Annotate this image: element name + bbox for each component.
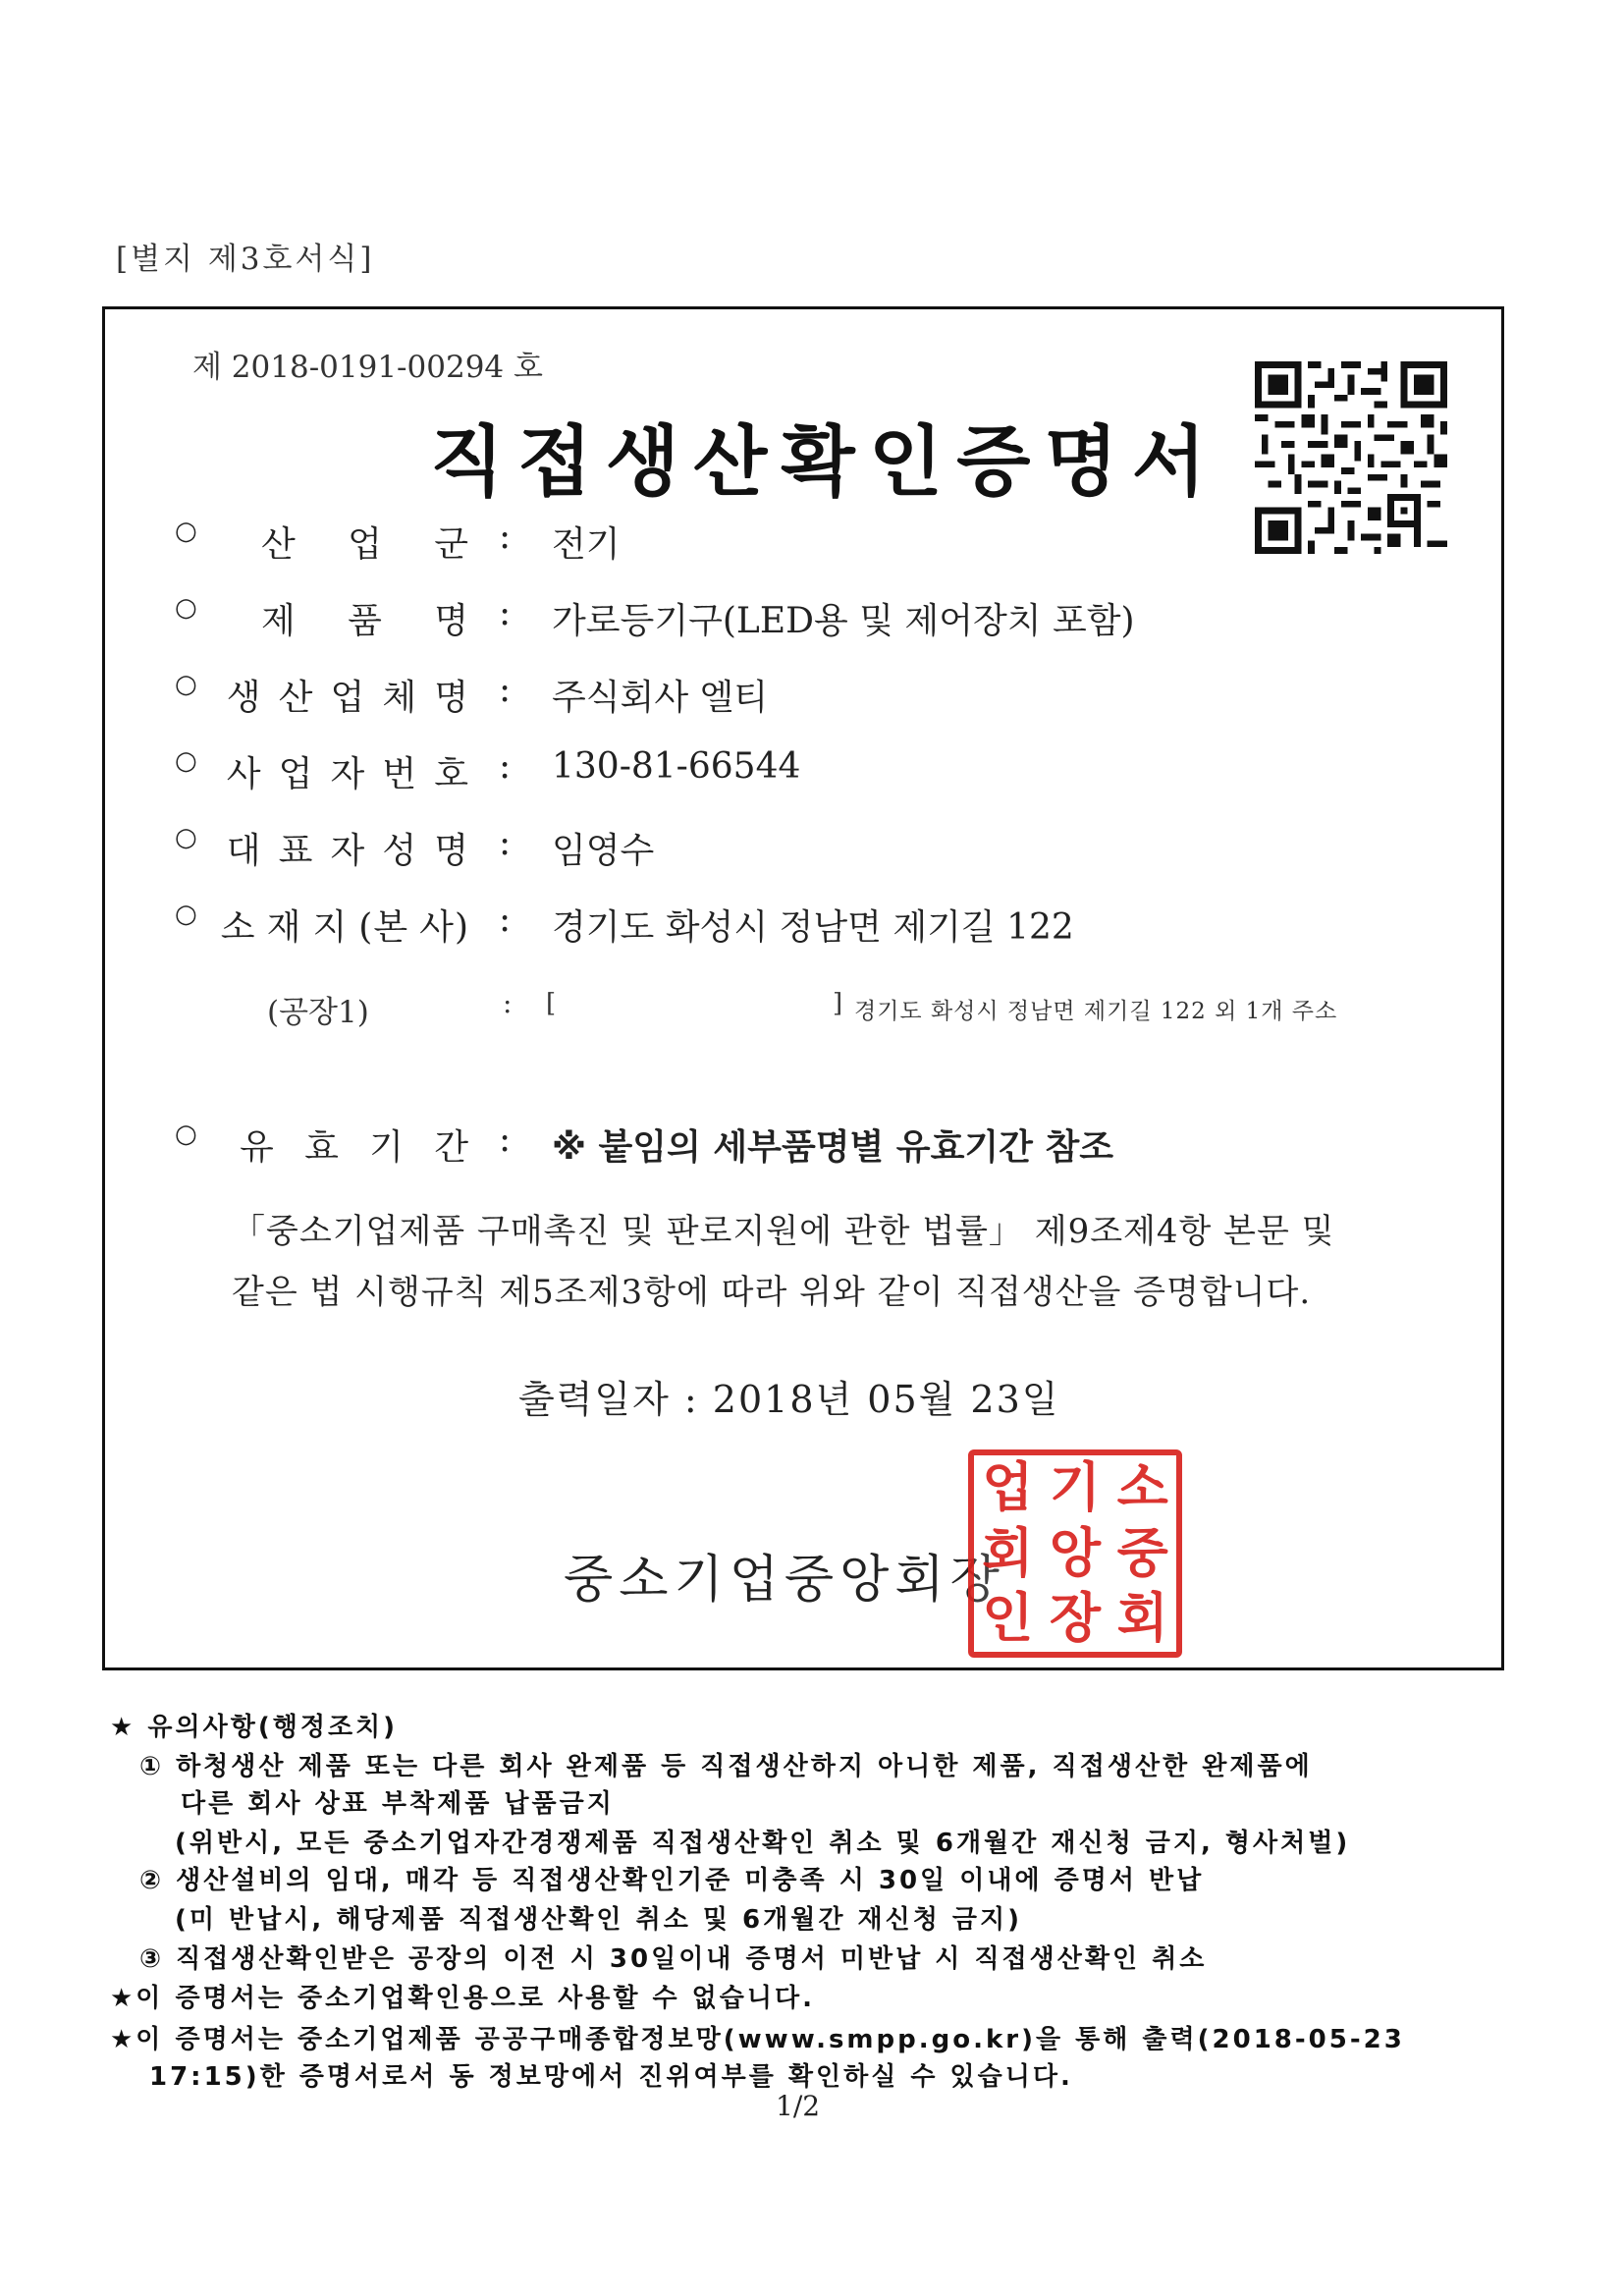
field-label-char: 업 [278,754,314,794]
field-label-char: 기 [369,1127,405,1168]
field-label-char: 명 [434,678,469,718]
field-value-representative: 임영수 [552,831,655,871]
field-label-char: 군 [434,524,469,565]
form-label: [별지 제3호서식] [116,242,375,277]
notes-item: ③ 직접생산확인받은 공장의 이전 시 30일이내 증명서 미반납 시 직접생산확인 취소 [139,1944,1208,1974]
qr-code-icon [1255,361,1447,554]
field-label-char: (본 [358,907,409,948]
bullet-circle-icon: ○ [175,823,198,852]
certificate-number: 제 2018-0191-00294 호 [192,350,543,385]
field-label-char: 효 [304,1127,340,1168]
field-colon: : [499,823,512,863]
field-label-char: 성 [382,831,418,871]
field-colon: : [499,517,512,557]
notes-item: 다른 회사 상표 부착제품 납품금지 [181,1789,615,1819]
issue-date: 출력일자 : 2018년 05월 23일 [518,1378,1060,1421]
notes-heading: ★ 유의사항(행정조치) [110,1713,399,1742]
field-label-char: 업 [348,524,383,565]
factory-colon: : [503,987,513,1019]
field-label-char: 유 [239,1127,275,1168]
field-label-char: 소 [220,907,256,948]
field-label-char: 번 [382,754,418,794]
field-label-char: 산 [261,524,297,565]
field-label-char: 표 [278,831,314,871]
legal-basis-line-1: 「중소기업제품 구매촉진 및 판로지원에 관한 법률」 제9조제4항 본문 및 [232,1212,1335,1251]
bullet-circle-icon: ○ [175,746,198,776]
notes-item: (위반시, 모든 중소기업자간경쟁제품 직접생산확인 취소 및 6개월간 재신청 금지, 형사처벌) [175,1829,1351,1858]
factory-address: 경기도 화성시 정남면 제기길 122 외 1개 주소 [854,999,1338,1024]
bullet-circle-icon: ○ [175,670,198,699]
field-value-product: 가로등기구(LED용 및 제어장치 포함) [552,601,1135,641]
factory-label: (공장1) [267,995,369,1030]
field-label-char: 산 [278,678,314,718]
field-value-validity: ※ 붙임의 세부품명별 유효기간 참조 [552,1127,1113,1168]
field-label-char: 명 [434,601,469,641]
field-label-char: 업 [330,678,366,718]
field-label-char: 간 [434,1127,469,1168]
page-number: 1/2 [776,2090,821,2122]
bullet-circle-icon: ○ [175,900,198,929]
field-label-char: 재 [266,907,302,948]
issuer-name: 중소기업중앙회장 [564,1551,1005,1610]
field-label-char: 호 [434,754,469,794]
field-value-business-number: 130-81-66544 [552,746,801,787]
field-value-company: 주식회사 엘티 [552,678,769,718]
legal-basis-line-2: 같은 법 시행규칙 제5조제3항에 따라 위와 같이 직접생산을 증명합니다. [232,1273,1312,1312]
field-label-char: 자 [330,831,366,871]
field-colon: : [499,1120,512,1160]
bullet-circle-icon: ○ [175,593,198,623]
bullet-circle-icon: ○ [175,517,198,546]
field-colon: : [499,593,512,633]
field-colon: : [499,746,512,787]
field-label-char: 자 [330,754,366,794]
notes-item: ① 하청생산 제품 또는 다른 회사 완제품 등 직접생산하지 아니한 제품, 직접생산한 완제품에 [139,1752,1313,1781]
field-value-address: 경기도 화성시 정남면 제기길 122 [552,907,1074,948]
field-label-char: 대 [226,831,262,871]
field-label-char: 사 [226,754,262,794]
notes-item: 17:15)한 증명서로서 동 정보망에서 진위여부를 확인하실 수 있습니다. [149,2062,1073,2092]
field-value-industry: 전기 [552,524,621,565]
field-label-char: 품 [348,601,383,641]
notes-item: ★이 증명서는 중소기업제품 공공구매종합정보망(www.smpp.go.kr)을 통해 출력(2018-05-23 [110,2025,1405,2054]
field-colon: : [499,900,512,940]
official-seal-icon: 업 기 소 회 앙 중 인 장 회 [968,1449,1182,1658]
notes-item: ★이 증명서는 중소기업확인용으로 사용할 수 없습니다. [110,1984,815,2013]
notes-item: ② 생산설비의 임대, 매각 등 직접생산확인기준 미충족 시 30일 이내에 증명서 반납 [139,1866,1205,1895]
field-colon: : [499,670,512,710]
field-label-char: 생 [226,678,262,718]
field-label-char: 제 [261,601,297,641]
field-label-char: 지 [312,907,349,948]
field-label-char: 체 [382,678,418,718]
certificate-title: 직접생산확인증명서 [430,418,1220,507]
field-label-char: 명 [434,831,469,871]
factory-close-bracket: ] [833,989,843,1018]
notes-item: (미 반납시, 해당제품 직접생산확인 취소 및 6개월간 재신청 금지) [175,1905,1023,1935]
factory-open-bracket: [ [546,989,557,1018]
field-label-char: 사) [419,907,469,948]
bullet-circle-icon: ○ [175,1120,198,1149]
